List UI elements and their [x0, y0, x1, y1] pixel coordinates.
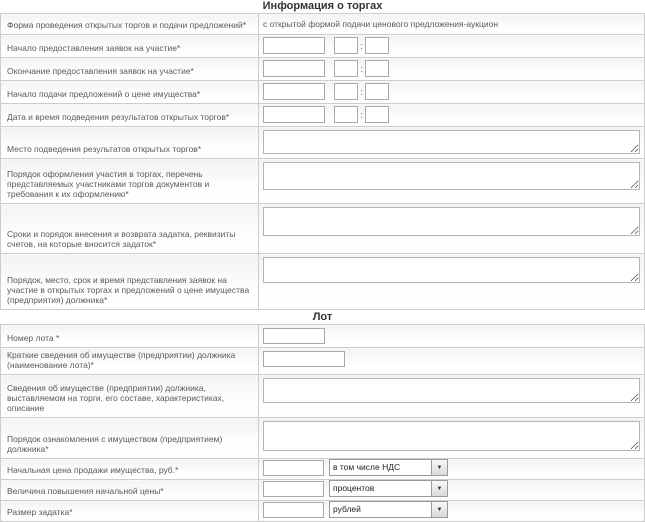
property-details-textarea[interactable] [263, 378, 640, 403]
deposit-unit-select[interactable] [329, 501, 448, 518]
row-bids-procedure [1, 254, 645, 310]
vat-select[interactable] [329, 459, 448, 476]
deposit-amount-input[interactable] [263, 502, 324, 518]
label-auction-form: Форма проведения открытых торгов и подачи предложений* [1, 14, 259, 35]
label-lot-brief-info: Краткие сведения об имуществе (предприятии) должника (наименование лота)* [1, 348, 259, 375]
lot-number-input[interactable] [263, 328, 325, 344]
vat-select-value: в том числе НДС [333, 462, 401, 473]
submission-end-hours-input[interactable] [334, 60, 358, 77]
row-submission-start [1, 35, 645, 58]
row-price-offers-start [1, 81, 645, 104]
deposit-terms-textarea[interactable] [263, 207, 640, 236]
time-colon: : [360, 40, 363, 51]
submission-start-hours-input[interactable] [334, 37, 358, 54]
results-hours-input[interactable] [334, 106, 358, 123]
row-lot-brief-info [1, 348, 645, 375]
row-results-datetime [1, 104, 645, 127]
label-price-offers-start: Начало подачи предложений о цене имущества* [1, 81, 259, 104]
row-results-venue [1, 127, 645, 159]
results-date-input[interactable] [263, 106, 325, 123]
label-initial-price: Начальная цена продажи имущества, руб.* [1, 459, 259, 480]
label-deposit-amount: Размер задатка* [1, 501, 259, 522]
row-participation-procedure [1, 159, 645, 204]
price-offers-start-hours-input[interactable] [334, 83, 358, 100]
label-familiarization: Порядок ознакомления с имуществом (предприятием) должника* [1, 418, 259, 459]
time-colon: : [360, 109, 363, 120]
increment-unit-select[interactable] [329, 480, 448, 497]
row-initial-price [1, 459, 645, 480]
label-participation-procedure: Порядок оформления участия в торгах, перечень представляемых участниками торгов документов и требования к их оформлению* [1, 159, 259, 204]
row-deposit-terms [1, 204, 645, 254]
row-property-details [1, 375, 645, 418]
submission-end-minutes-input[interactable] [365, 60, 389, 77]
deposit-unit-select-value: рублей [333, 504, 361, 515]
chevron-down-icon: ▼ [431, 481, 447, 496]
label-bids-procedure: Порядок, место, срок и время представления заявок на участие в открытых торгах и предложений о цене имущества (предприятия) должника* [1, 254, 259, 310]
row-submission-end [1, 58, 645, 81]
label-increment: Величина повышения начальной цены* [1, 480, 259, 501]
row-lot-number [1, 325, 645, 348]
price-increment-input[interactable] [263, 481, 324, 497]
label-results-datetime: Дата и время подведения результатов открытых торгов* [1, 104, 259, 127]
label-deposit-terms: Сроки и порядок внесения и возврата задатка, реквизиты счетов, на которые вносится задаток* [1, 204, 259, 254]
auction-info-table [0, 13, 645, 310]
submission-start-minutes-input[interactable] [365, 37, 389, 54]
section-title-auction-info: Информация о торгах [262, 0, 383, 12]
chevron-down-icon: ▼ [431, 460, 447, 475]
time-colon: : [360, 86, 363, 97]
price-offers-start-date-input[interactable] [263, 83, 325, 100]
chevron-down-icon: ▼ [431, 502, 447, 517]
label-lot-number: Номер лота * [1, 325, 259, 348]
row-familiarization [1, 418, 645, 459]
label-submission-start: Начало предоставления заявок на участие* [1, 35, 259, 58]
section-title-lot: Лот [312, 311, 333, 323]
price-offers-start-minutes-input[interactable] [365, 83, 389, 100]
increment-unit-select-value: процентов [333, 483, 375, 494]
results-minutes-input[interactable] [365, 106, 389, 123]
label-results-venue: Место подведения результатов открытых торгов* [1, 127, 259, 159]
label-submission-end: Окончание предоставления заявок на участие* [1, 58, 259, 81]
row-deposit-amount [1, 501, 645, 522]
submission-end-date-input[interactable] [263, 60, 325, 77]
lot-brief-info-input[interactable] [263, 351, 345, 367]
auction-form-value: с открытой формой подачи ценового предложения-аукцион [263, 19, 499, 29]
participation-procedure-textarea[interactable] [263, 162, 640, 190]
time-colon: : [360, 63, 363, 74]
submission-start-date-input[interactable] [263, 37, 325, 54]
initial-price-input[interactable] [263, 460, 324, 476]
property-familiarization-textarea[interactable] [263, 421, 640, 451]
row-auction-form [1, 14, 645, 35]
label-property-details: Сведения об имуществе (предприятии) должника, выставляемом на торги, его составе, характеристиках, описание [1, 375, 259, 418]
bids-submission-procedure-textarea[interactable] [263, 257, 640, 283]
results-venue-textarea[interactable] [263, 130, 640, 154]
row-increment [1, 480, 645, 501]
lot-table [0, 324, 645, 522]
